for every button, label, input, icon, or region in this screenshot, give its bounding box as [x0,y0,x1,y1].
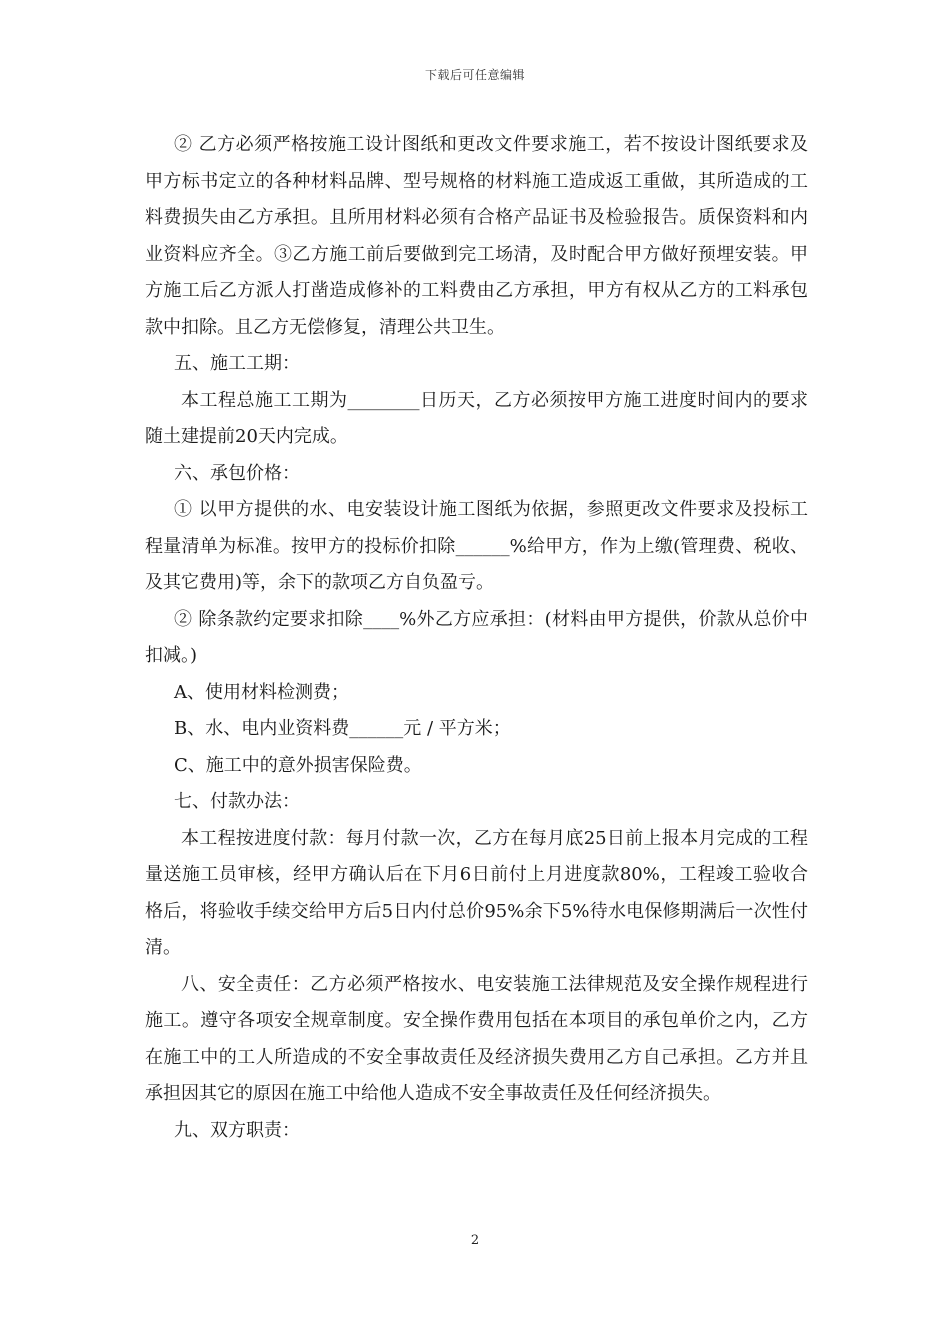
paragraph-payment-method: 本工程按进度付款：每月付款一次，乙方在每月底25日前上报本月完成的工程量送施工员审核，经甲方确认后在下月6日前付上月进度款80%，工程竣工验收合格后，将验收手续交给甲方后5日内付总价95%余下5%待水电保修期满后一次性付清。 [145,827,808,958]
paragraph-material-requirements: ② 乙方必须严格按施工设计图纸和更改文件要求施工，若不按设计图纸要求及甲方标书定立的各种材料品牌、型号规格的材料施工造成返工重做，其所造成的工料费损失由乙方承担。且所用材料必须有合格产品证书及检验报告。质保资料和内业资料应齐全。③乙方施工前后要做到完工场清，及时配合甲方做好预埋安装。甲方施工后乙方派人打凿造成修补的工料费由乙方承担，甲方有权从乙方的工料承包款中扣除。且乙方无偿修复，清理公共卫生。 [145,134,808,338]
page-header: 下载后可任意编辑 [424,68,525,82]
document-body [145,127,808,1149]
paragraph-price-deduction: ② 除条款约定要求扣除____%外乙方应承担：(材料由甲方提供，价款从总价中扣减。) [145,608,808,666]
section-heading-payment-method: 七、付款办法： [174,791,300,812]
list-item-documentation-fee: B、水、电内业资料费______元 / 平方米； [174,718,511,739]
paragraph-safety-responsibility: 八、安全责任：乙方必须严格按水、电安装施工法律规范及安全操作规程进行施工。遵守各项安全规章制度。安全操作费用包括在本项目的承包单价之内，乙方在施工中的工人所造成的不安全事故责任及经济损失费用乙方自己承担。乙方并且承担因其它的原因在施工中给他人造成不安全事故责任及任何经济损失。 [145,973,808,1104]
paragraph-price-basis: ① 以甲方提供的水、电安装设计施工图纸为依据，参照更改文件要求及投标工程量清单为标准。按甲方的投标价扣除______%给甲方，作为上缴(管理费、税收、及其它费用)等，余下的款项乙方自负盈亏。 [145,499,808,593]
list-item-insurance-fee: C、施工中的意外损害保险费。 [174,754,422,776]
paragraph-construction-period: 本工程总施工工期为________日历天，乙方必须按甲方施工进度时间内的要求随土建提前20天内完成。 [145,389,808,447]
section-heading-construction-period: 五、施工工期： [174,353,300,374]
section-heading-contract-price: 六、承包价格： [174,462,300,484]
list-item-testing-fee: A、使用材料检测费； [174,681,349,703]
page-number: 2 [470,1233,480,1248]
section-heading-mutual-duties: 九、双方职责： [174,1119,300,1141]
